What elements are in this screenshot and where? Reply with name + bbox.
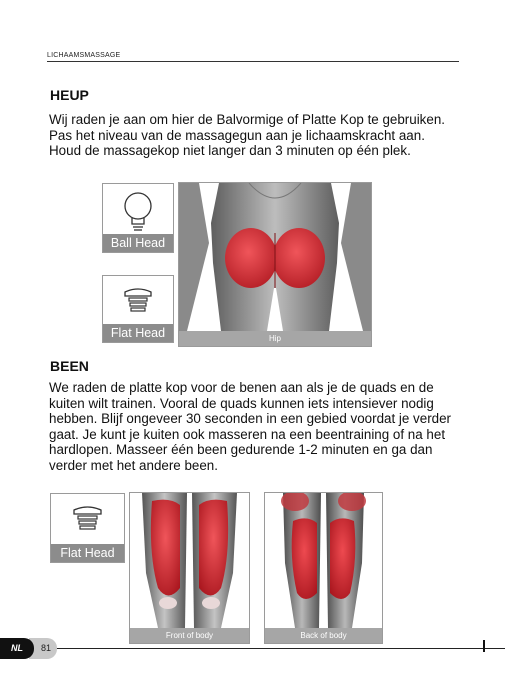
flat-head-icon	[51, 498, 124, 546]
front-of-body-caption: Front of body	[130, 628, 249, 643]
hip-instructions: Wij raden je aan om hier de Balvormige of Platte Kop te gebruiken. Pas het niveau van de massagegun aan je lichaamskracht aan. Houd de massagekop niet langer dan 3 minuten op één plek.	[49, 112, 445, 159]
flat-head-card	[102, 275, 174, 343]
flat-head-label: Flat Head	[103, 324, 173, 342]
language-badge: NL	[0, 638, 34, 659]
leg-flat-head-card	[50, 493, 125, 563]
back-of-body-caption: Back of body	[265, 628, 382, 643]
back-legs-image	[264, 492, 383, 644]
ball-head-icon	[103, 186, 173, 236]
section-label: LICHAAMSMASSAGE	[47, 52, 121, 59]
ball-head-label: Ball Head	[103, 234, 173, 252]
flat-head-icon	[103, 280, 173, 325]
footer-divider	[0, 648, 505, 649]
hip-anatomy-image	[178, 182, 372, 347]
leg-flat-head-label: Flat Head	[51, 544, 124, 562]
header-divider	[47, 61, 459, 62]
leg-section-title: BEEN	[50, 358, 89, 374]
margin-mark	[483, 640, 485, 652]
quadriceps-illustration	[130, 493, 249, 628]
ball-head-card	[102, 183, 174, 253]
hip-section-title: HEUP	[50, 87, 89, 103]
hip-caption: Hip	[179, 331, 371, 346]
front-legs-image	[129, 492, 250, 644]
calf-illustration	[265, 493, 382, 628]
page-number: 81	[29, 638, 57, 659]
leg-instructions: We raden de platte kop voor de benen aan als je de quads en de kuiten wilt trainen. Vooral de quads kunnen iets intensiever nodig hebben. Blijf ongeveer 30 seconden in een gebied voordat je verder gaat. Je kunt je kuiten ook masseren na een beentraining of na het hardlopen. Masseer één been gedurende 1-2 minuten en ga dan verder met het andere been.	[49, 380, 452, 473]
hip-muscle-illustration	[179, 183, 371, 331]
